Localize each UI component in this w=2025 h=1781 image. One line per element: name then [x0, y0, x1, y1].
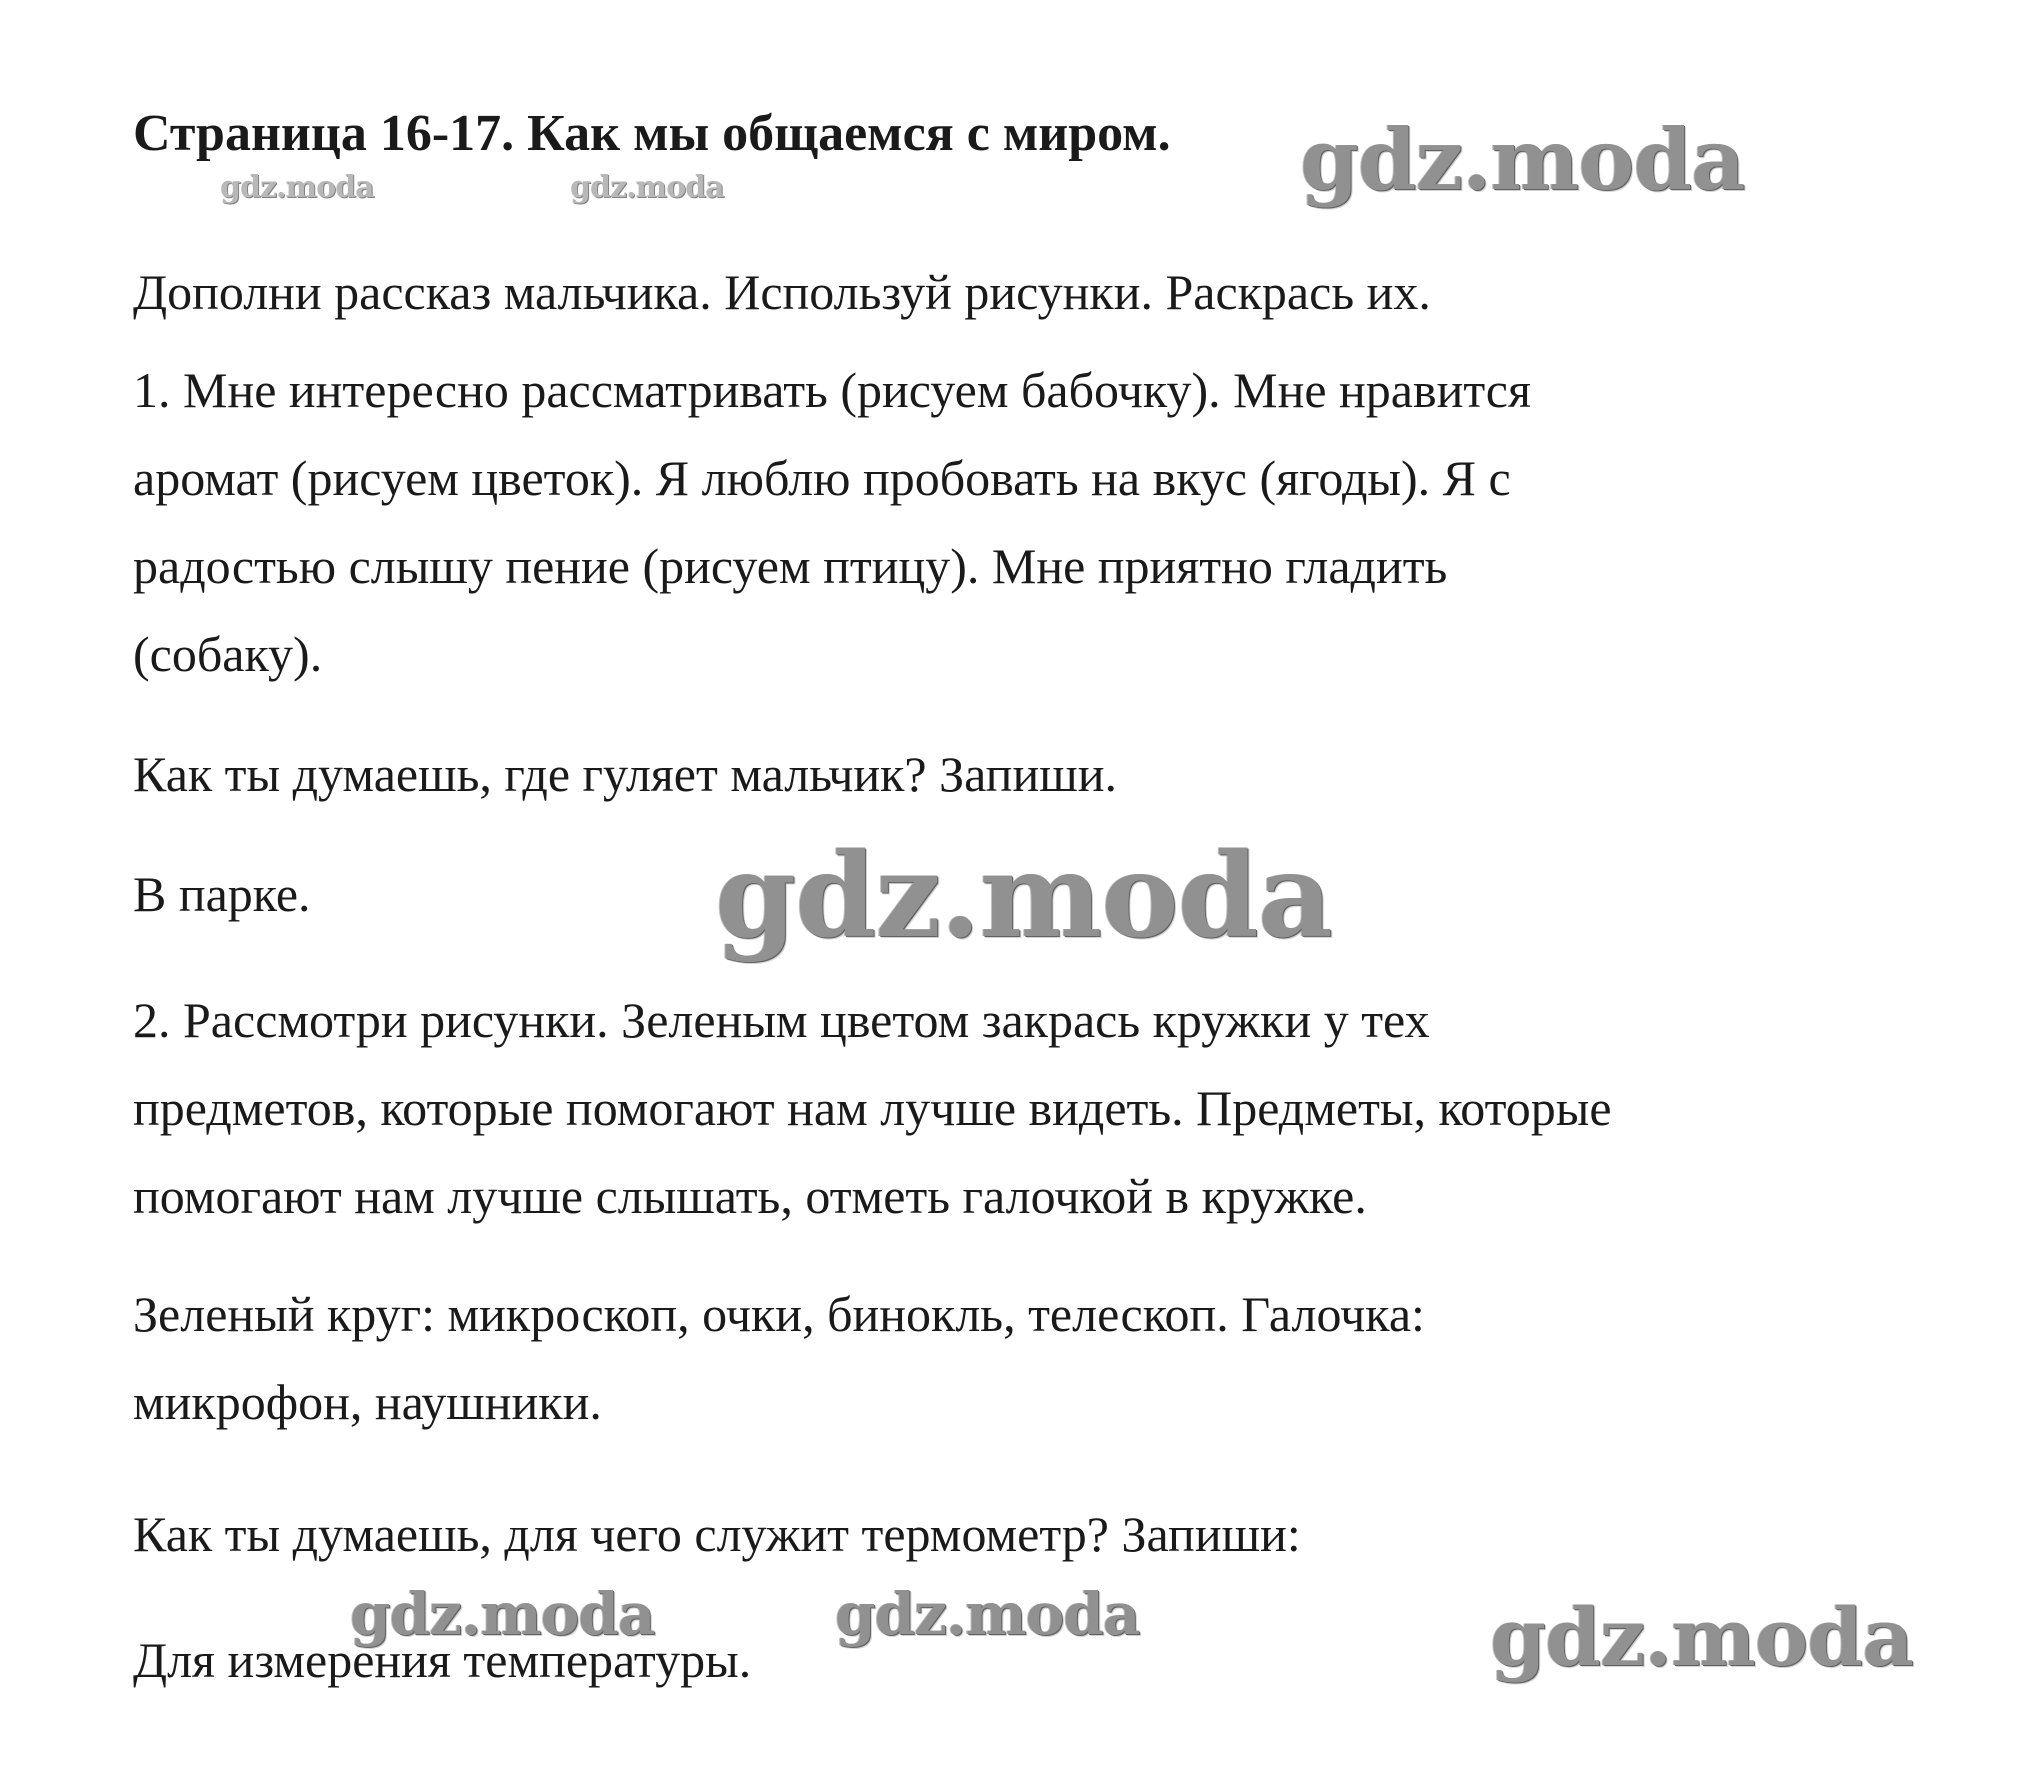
question-1-text: Как ты думаешь, где гуляет мальчик? Запиши.: [133, 746, 1117, 802]
task-2-line: 2. Рассмотри рисунки. Зеленым цветом закрась кружки у тех: [133, 992, 1430, 1048]
task-2-line: помогают нам лучше слышать, отметь галочкой в кружке.: [133, 1168, 1367, 1224]
watermark: gdz.moda: [1490, 1590, 1913, 1684]
answer-3-text: Для измерения температуры.: [133, 1632, 752, 1688]
watermark: gdz.moda: [835, 1580, 1140, 1648]
question-2-text: Как ты думаешь, для чего служит термометр? Запиши:: [133, 1506, 1301, 1562]
watermark: gdz.moda: [220, 170, 374, 205]
task-1-line: радостью слышу пение (рисуем птицу). Мне приятно гладить: [133, 538, 1448, 594]
instruction-text: Дополни рассказ мальчика. Используй рисунки. Раскрась их.: [133, 264, 1431, 320]
watermark: gdz.moda: [350, 1580, 655, 1648]
watermark: gdz.moda: [1300, 110, 1745, 209]
task-2-text: [133, 976, 1612, 1240]
answer-2-line: Зеленый круг: микроскоп, очки, бинокль, телескоп. Галочка:: [133, 1286, 1425, 1342]
answer-2-line: микрофон, наушники.: [133, 1374, 602, 1430]
watermark: gdz.moda: [715, 828, 1332, 964]
task-2-line: предметов, которые помогают нам лучше видеть. Предметы, которые: [133, 1080, 1612, 1136]
page-title: Страница 16-17. Как мы общаемся с миром.: [133, 105, 1171, 162]
task-1-line: 1. Мне интересно рассматривать (рисуем бабочку). Мне нравится: [133, 362, 1531, 418]
answer-2-text: [133, 1270, 1425, 1446]
task-1-text: [133, 346, 1531, 698]
answer-1-text: В парке.: [133, 866, 311, 922]
watermark: gdz.moda: [570, 170, 724, 205]
task-1-line: (собаку).: [133, 626, 323, 682]
task-1-line: аромат (рисуем цветок). Я люблю пробовать на вкус (ягоды). Я с: [133, 450, 1511, 506]
